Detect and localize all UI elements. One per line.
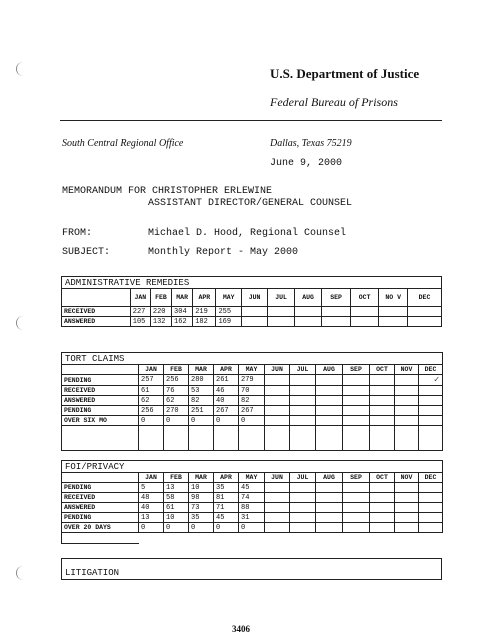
cell: 62 xyxy=(164,396,189,406)
cell: 132 xyxy=(150,317,171,327)
cell xyxy=(419,513,443,523)
cell xyxy=(419,483,443,493)
cell xyxy=(370,503,395,513)
cell: 46 xyxy=(214,386,239,396)
tort-month: AUG xyxy=(316,365,343,375)
cell: 40 xyxy=(214,396,239,406)
cell: 62 xyxy=(139,396,164,406)
cell xyxy=(265,396,290,406)
table-row xyxy=(62,406,443,416)
foi-privacy-table xyxy=(61,460,443,544)
cell xyxy=(419,406,443,416)
cell xyxy=(241,307,267,317)
table-row xyxy=(62,426,443,451)
table-row xyxy=(62,375,443,386)
row-label: ANSWERED xyxy=(62,503,139,513)
cell: 270 xyxy=(164,406,189,416)
cell xyxy=(395,416,419,426)
cell: 267 xyxy=(239,406,265,416)
cell: 61 xyxy=(139,386,164,396)
check-mark-icon: ✓ xyxy=(433,375,441,384)
admin-month: NO V xyxy=(379,289,408,307)
cell: 0 xyxy=(214,523,239,533)
cell: 70 xyxy=(239,386,265,396)
cell: 280 xyxy=(189,375,214,386)
cell xyxy=(379,317,408,327)
table-row xyxy=(62,386,443,396)
table-row xyxy=(62,523,443,533)
cell: 48 xyxy=(139,493,164,503)
cell: 88 xyxy=(239,503,265,513)
cell xyxy=(322,307,351,317)
cell: 76 xyxy=(164,386,189,396)
cell xyxy=(294,307,322,317)
cell xyxy=(350,307,379,317)
cell: 5 xyxy=(139,483,164,493)
table-row xyxy=(62,513,443,523)
cell xyxy=(343,396,370,406)
cell: 35 xyxy=(214,483,239,493)
cell xyxy=(316,416,343,426)
cell xyxy=(239,426,265,451)
cell xyxy=(316,503,343,513)
cell xyxy=(294,317,322,327)
admin-month: MAY xyxy=(216,289,241,307)
punch-hole-mark xyxy=(16,62,25,76)
cell: 58 xyxy=(164,493,189,503)
cell xyxy=(343,523,370,533)
row-label: ANSWERED xyxy=(62,317,131,327)
admin-month: JUN xyxy=(241,289,267,307)
punch-hole-mark xyxy=(16,566,25,580)
table-row xyxy=(62,396,443,406)
cell: 251 xyxy=(189,406,214,416)
row-label: PENDING xyxy=(62,406,139,416)
cell xyxy=(62,533,139,544)
cell xyxy=(395,493,419,503)
row-label: OVER 20 DAYS xyxy=(62,523,139,533)
cell xyxy=(316,493,343,503)
cell xyxy=(290,493,316,503)
row-label: RECEIVED xyxy=(62,493,139,503)
tort-month: NOV xyxy=(395,365,419,375)
cell xyxy=(189,426,214,451)
tort-month: SEP xyxy=(343,365,370,375)
tort-claims-table xyxy=(61,352,443,451)
foi-month: APR xyxy=(214,473,239,483)
cell xyxy=(316,386,343,396)
cell: 182 xyxy=(193,317,216,327)
foi-month: FEB xyxy=(164,473,189,483)
cell: 219 xyxy=(193,307,216,317)
cell xyxy=(290,513,316,523)
table-row xyxy=(62,307,442,317)
cell xyxy=(419,523,443,533)
cell xyxy=(343,406,370,416)
cell xyxy=(395,523,419,533)
cell xyxy=(316,513,343,523)
tort-month: MAR xyxy=(189,365,214,375)
cell: 82 xyxy=(239,396,265,406)
table-row xyxy=(62,483,443,493)
admin-month: JUL xyxy=(268,289,294,307)
cell xyxy=(290,386,316,396)
cell: 0 xyxy=(189,523,214,533)
cell xyxy=(265,523,290,533)
cell xyxy=(370,493,395,503)
cell xyxy=(265,426,290,451)
cell xyxy=(379,307,408,317)
cell xyxy=(343,513,370,523)
row-label: PENDING xyxy=(62,375,139,386)
cell: 81 xyxy=(214,493,239,503)
cell xyxy=(350,317,379,327)
cell xyxy=(343,386,370,396)
cell xyxy=(370,426,395,451)
cell: 10 xyxy=(189,483,214,493)
cell: 74 xyxy=(239,493,265,503)
cell xyxy=(139,533,443,544)
cell xyxy=(265,375,290,386)
row-label: OVER SIX MO xyxy=(62,416,139,426)
header-rule xyxy=(60,120,442,121)
admin-month: MAR xyxy=(172,289,193,307)
cell xyxy=(241,317,267,327)
cell xyxy=(419,503,443,513)
office-city: Dallas, Texas 75219 xyxy=(270,138,352,149)
cell xyxy=(395,386,419,396)
cell: 105 xyxy=(130,317,150,327)
cell xyxy=(395,483,419,493)
cell: 53 xyxy=(189,386,214,396)
tort-month: MAY xyxy=(239,365,265,375)
punch-hole-mark xyxy=(16,316,25,330)
cell xyxy=(370,483,395,493)
foi-month: MAY xyxy=(239,473,265,483)
cell: 82 xyxy=(189,396,214,406)
tort-header-blank xyxy=(62,365,139,375)
cell xyxy=(343,416,370,426)
cell: 40 xyxy=(139,503,164,513)
cell xyxy=(322,317,351,327)
litigation-box xyxy=(61,558,442,580)
cell xyxy=(62,426,139,451)
cell xyxy=(316,483,343,493)
cell xyxy=(265,483,290,493)
cell xyxy=(407,317,441,327)
foi-title: FOI/PRIVACY xyxy=(62,461,443,473)
cell: 256 xyxy=(139,406,164,416)
cell xyxy=(268,307,294,317)
tort-month: JUN xyxy=(265,365,290,375)
foi-month: NOV xyxy=(395,473,419,483)
row-label: PENDING xyxy=(62,513,139,523)
foi-month: SEP xyxy=(343,473,370,483)
cell xyxy=(139,426,164,451)
cell: 267 xyxy=(214,406,239,416)
from-label: FROM: xyxy=(62,228,93,239)
cell xyxy=(395,375,419,386)
cell: 304 xyxy=(172,307,193,317)
admin-month: OCT xyxy=(350,289,379,307)
row-label: PENDING xyxy=(62,483,139,493)
cell xyxy=(265,386,290,396)
foi-header-blank xyxy=(62,473,139,483)
cell xyxy=(343,483,370,493)
cell xyxy=(395,503,419,513)
cell: 0 xyxy=(239,416,265,426)
cell xyxy=(419,375,443,386)
table-row xyxy=(62,416,443,426)
cell xyxy=(419,416,443,426)
admin-month: FEB xyxy=(150,289,171,307)
cell xyxy=(265,493,290,503)
cell xyxy=(265,513,290,523)
cell xyxy=(395,396,419,406)
admin-month: JAN xyxy=(130,289,150,307)
cell xyxy=(395,426,419,451)
row-label: RECEIVED xyxy=(62,386,139,396)
cell xyxy=(290,396,316,406)
subject-value: Monthly Report - May 2000 xyxy=(148,247,299,258)
cell: 0 xyxy=(139,523,164,533)
cell: 162 xyxy=(172,317,193,327)
cell xyxy=(265,503,290,513)
cell xyxy=(290,426,316,451)
cell: 71 xyxy=(214,503,239,513)
cell xyxy=(407,307,441,317)
page-number: 3406 xyxy=(232,624,250,634)
cell: 227 xyxy=(130,307,150,317)
foi-month: DEC xyxy=(419,473,443,483)
cell: 73 xyxy=(189,503,214,513)
cell: 0 xyxy=(139,416,164,426)
cell xyxy=(316,406,343,416)
cell: 13 xyxy=(164,483,189,493)
memo-date: June 9, 2000 xyxy=(270,158,343,169)
admin-month: SEP xyxy=(322,289,351,307)
foi-month: JAN xyxy=(139,473,164,483)
cell xyxy=(265,416,290,426)
tort-month: DEC xyxy=(419,365,443,375)
foi-month: OCT xyxy=(370,473,395,483)
foi-month: MAR xyxy=(189,473,214,483)
foi-month: JUL xyxy=(290,473,316,483)
cell xyxy=(395,406,419,416)
cell xyxy=(370,386,395,396)
cell xyxy=(419,396,443,406)
cell xyxy=(290,416,316,426)
bureau-name: Federal Bureau of Prisons xyxy=(270,95,398,109)
cell: 169 xyxy=(216,317,241,327)
cell xyxy=(419,493,443,503)
cell xyxy=(268,317,294,327)
cell xyxy=(343,375,370,386)
admin-month: AUG xyxy=(294,289,322,307)
cell: 220 xyxy=(150,307,171,317)
admin-month: APR xyxy=(193,289,216,307)
table-row xyxy=(62,317,442,327)
cell xyxy=(343,426,370,451)
cell xyxy=(419,386,443,396)
cell xyxy=(290,406,316,416)
cell xyxy=(316,426,343,451)
cell: 0 xyxy=(239,523,265,533)
cell: 45 xyxy=(239,483,265,493)
cell: 61 xyxy=(164,503,189,513)
row-label: RECEIVED xyxy=(62,307,131,317)
cell xyxy=(316,375,343,386)
admin-remedies-table xyxy=(61,276,442,327)
cell xyxy=(290,503,316,513)
cell: 10 xyxy=(164,513,189,523)
cell: 98 xyxy=(189,493,214,503)
admin-month: DEC xyxy=(407,289,441,307)
office-name: South Central Regional Office xyxy=(62,138,184,149)
cell xyxy=(419,426,443,451)
subject-label: SUBJECT: xyxy=(62,247,111,258)
cell xyxy=(265,406,290,416)
cell: 0 xyxy=(164,416,189,426)
cell: 31 xyxy=(239,513,265,523)
admin-title: ADMINISTRATIVE REMEDIES xyxy=(62,277,442,289)
tort-month: JAN xyxy=(139,365,164,375)
table-row xyxy=(62,493,443,503)
table-row xyxy=(62,503,443,513)
memo-recipient-title: ASSISTANT DIRECTOR/GENERAL COUNSEL xyxy=(148,198,353,209)
cell: 45 xyxy=(214,513,239,523)
cell xyxy=(343,493,370,503)
cell xyxy=(290,523,316,533)
cell xyxy=(370,375,395,386)
cell xyxy=(343,503,370,513)
foi-month: AUG xyxy=(316,473,343,483)
cell: 255 xyxy=(216,307,241,317)
foi-month: JUN xyxy=(265,473,290,483)
cell: 35 xyxy=(189,513,214,523)
tort-month: JUL xyxy=(290,365,316,375)
cell: 0 xyxy=(164,523,189,533)
tort-month: FEB xyxy=(164,365,189,375)
cell xyxy=(316,523,343,533)
department-name: U.S. Department of Justice xyxy=(270,66,420,81)
cell xyxy=(290,375,316,386)
tort-month: OCT xyxy=(370,365,395,375)
cell xyxy=(370,396,395,406)
from-value: Michael D. Hood, Regional Counsel xyxy=(148,228,347,239)
cell xyxy=(214,426,239,451)
cell xyxy=(164,426,189,451)
cell: 0 xyxy=(189,416,214,426)
tort-title: TORT CLAIMS xyxy=(62,353,443,365)
cell xyxy=(370,406,395,416)
cell xyxy=(370,513,395,523)
admin-header-blank xyxy=(62,289,131,307)
cell: 261 xyxy=(214,375,239,386)
cell xyxy=(395,513,419,523)
cell xyxy=(370,416,395,426)
row-label: ANSWERED xyxy=(62,396,139,406)
cell xyxy=(370,523,395,533)
cell: 0 xyxy=(214,416,239,426)
litigation-title: LITIGATION xyxy=(65,568,120,578)
cell: 256 xyxy=(164,375,189,386)
cell: 13 xyxy=(139,513,164,523)
cell: 279 xyxy=(239,375,265,386)
tort-month: APR xyxy=(214,365,239,375)
cell: 257 xyxy=(139,375,164,386)
memo-recipient: MEMORANDUM FOR CHRISTOPHER ERLEWINE xyxy=(62,186,273,197)
cell xyxy=(316,396,343,406)
cell xyxy=(290,483,316,493)
table-row xyxy=(62,533,443,544)
